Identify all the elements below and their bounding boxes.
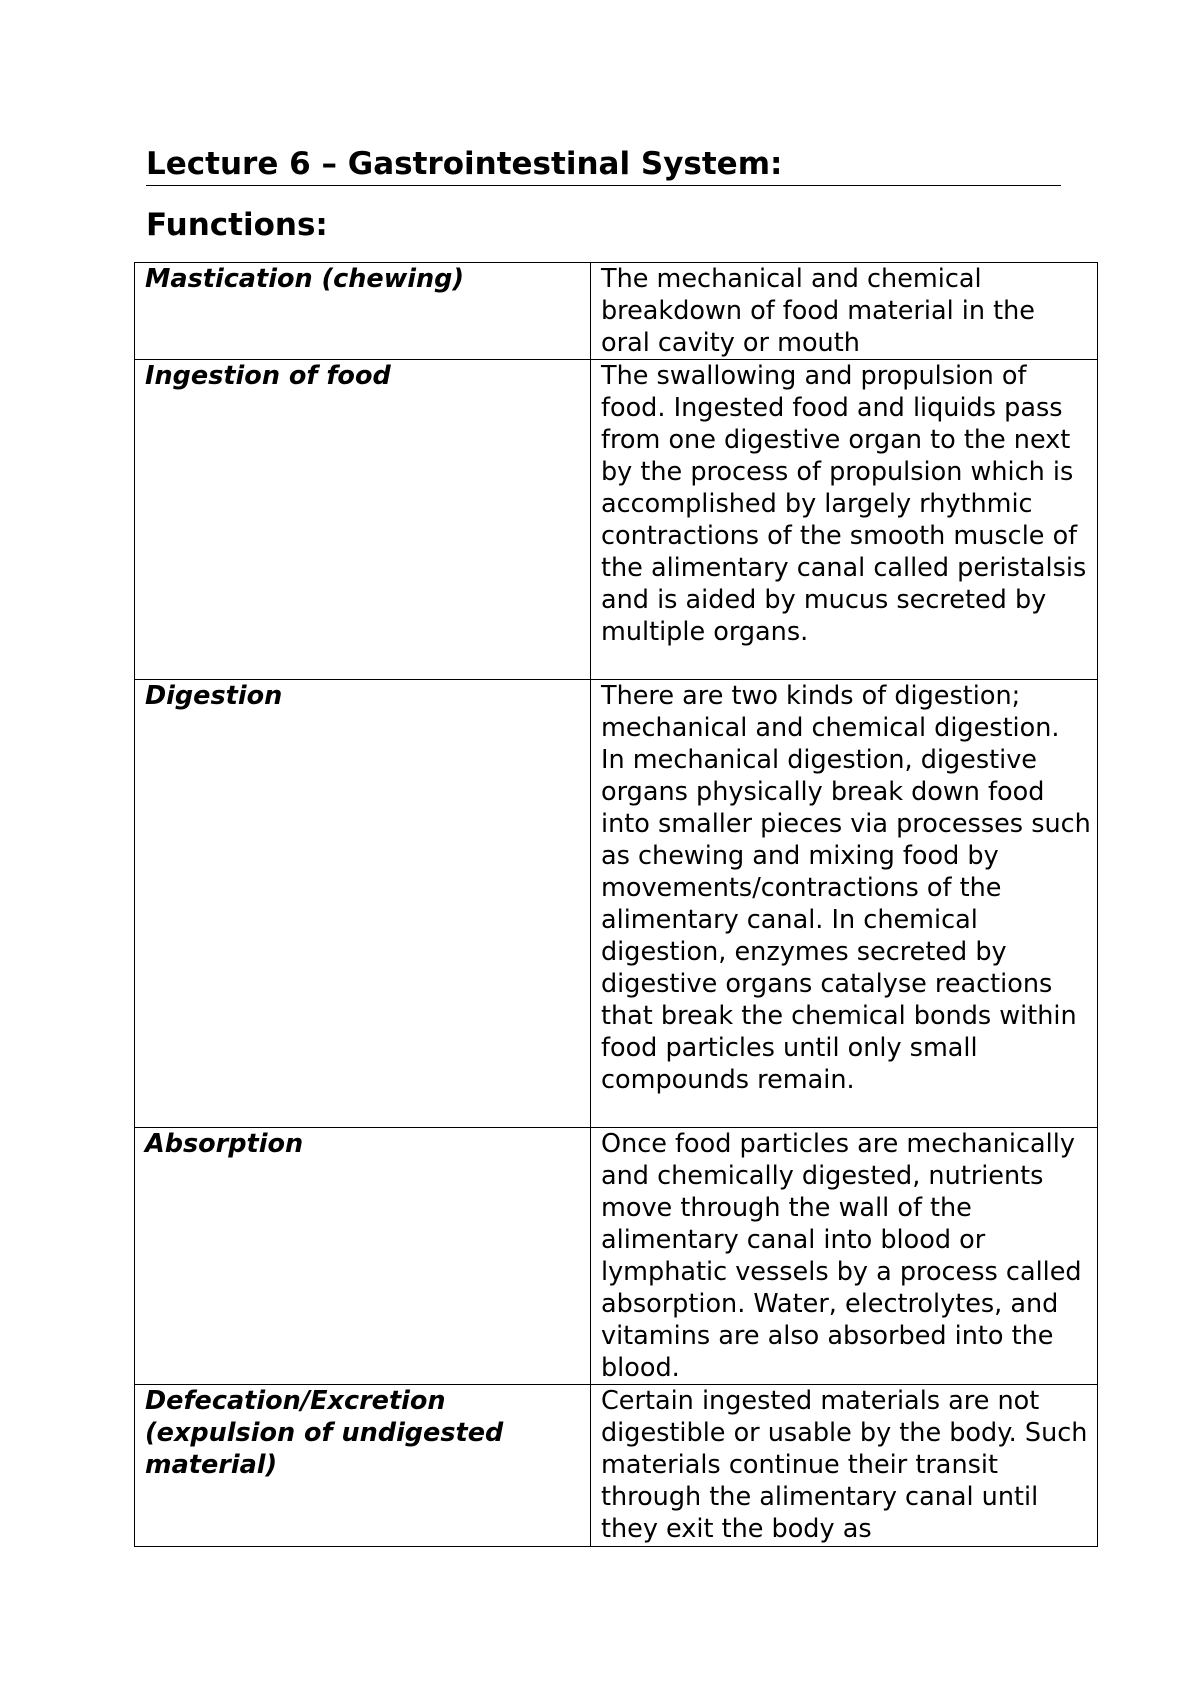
table-row [135,360,1098,680]
table-row [135,263,1098,360]
functions-table [134,262,1098,1547]
section-heading: Functions: [146,207,328,243]
function-term: Absorption [135,1128,591,1385]
table-row [135,680,1098,1128]
table-row [135,1128,1098,1385]
function-term: Defecation/Excretion (expulsion of undigested material) [135,1385,591,1547]
function-term: Mastication (chewing) [135,263,591,360]
function-term: Digestion [135,680,591,1128]
function-term: Ingestion of food [135,360,591,680]
function-description: Once food particles are mechanically and chemically digested, nutrients move through the wall of the alimentary canal into blood or lymphatic vessels by a process called absorption. Water, electrolytes, and vitamins are also absorbed into the blood. [591,1128,1098,1385]
function-description: The swallowing and propulsion of food. Ingested food and liquids pass from one digestive organ to the next by the process of propulsion which is accomplished by largely rhythmic contractions of the smooth muscle of the alimentary canal called peristalsis and is aided by mucus secreted by multiple organs. [591,360,1098,680]
function-description: There are two kinds of digestion; mechanical and chemical digestion. In mechanical digestion, digestive organs physically break down food into smaller pieces via processes such as chewing and mixing food by movements/contractions of the alimentary canal. In chemical digestion, enzymes secreted by digestive organs catalyse reactions that break the chemical bonds within food particles until only small compounds remain. [591,680,1098,1128]
function-description: The mechanical and chemical breakdown of food material in the oral cavity or mouth [591,263,1098,360]
page-title: Lecture 6 – Gastrointestinal System: [146,144,1061,186]
table-row [135,1385,1098,1547]
function-description: Certain ingested materials are not digestible or usable by the body. Such materials continue their transit through the alimentary canal until they exit the body as [591,1385,1098,1547]
